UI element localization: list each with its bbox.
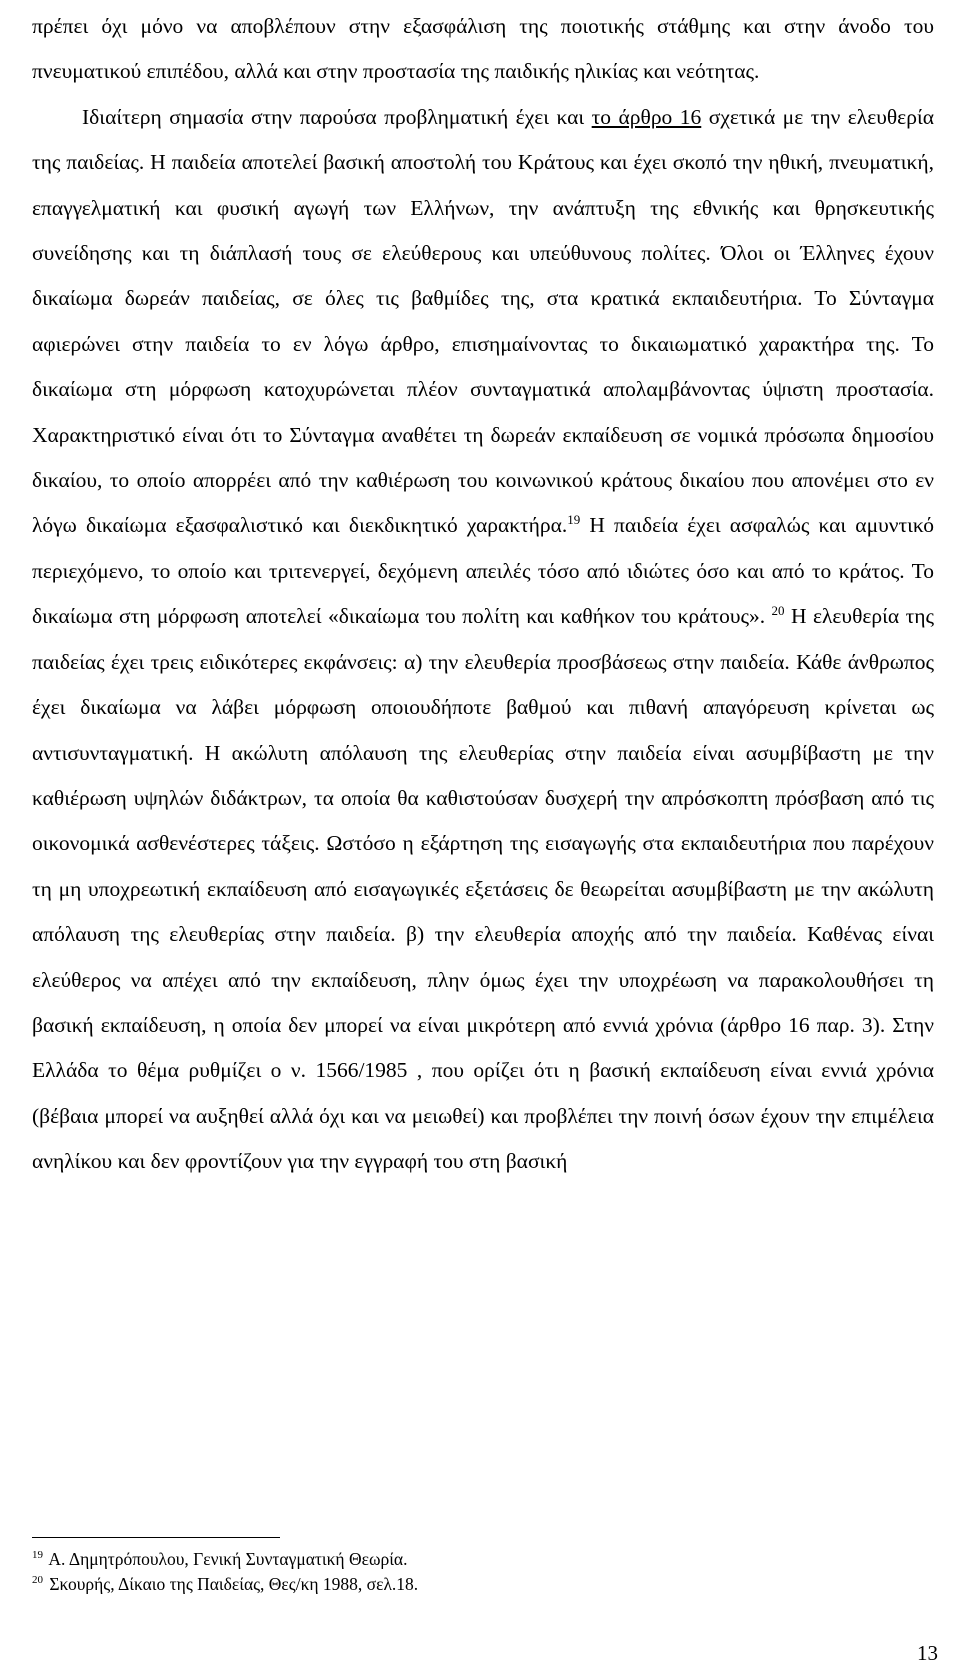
- document-page: [32, 0, 934, 1185]
- text-run: Η ελευθερία της παιδείας έχει τρεις ειδικότερες εκφάνσεις: α) την ελευθερία προσβάσεως στην παιδεία. Κάθε άνθρωπος έχει δικαίωμα να λάβει μόρφωση οποιουδήποτε βαθμού και πιθανή απαγόρευση κρίνεται ως αντισυνταγματική. Η ακώλυτη απόλαυση της ελευθερίας στην παιδεία είναι ασυμβίβαστη με την καθιέρωση υψηλών διδάκτρων, τα οποία θα καθιστούσαν δυσχερή την απρόσκοπτη πρόσβαση από τις οικονομικά ασθενέστερες τάξεις. Ωστόσο η εξάρτηση της εισαγωγής στα εκπαιδευτήρια που παρέχουν τη μη υποχρεωτική εκπαίδευση από εισαγωγικές εξετάσεις δε θεωρείται ασυμβίβαστη με την ακώλυτη απόλαυση της ελευθερίας στην παιδεία. β) την ελευθερία αποχής από την παιδεία. Καθένας είναι ελεύθερος να απέχει από την εκπαίδευση, πλην όμως έχει την υποχρέωση να παρακολουθήσει τη βασική εκπαίδευση, η οποία δεν μπορεί να είναι μικρότερη από εννιά χρόνια (άρθρο 16 παρ. 3). Στην Ελλάδα το θέμα ρυθμίζει ο ν. 1566/1985 , που ορίζει ότι η βασική εκπαίδευση είναι εννιά χρόνια (βέβαια μπορεί να αυξηθεί αλλά όχι και να μειωθεί) και προβλέπει την ποινή όσων έχουν την επιμέλεια ανηλίκου και δεν φροντίζουν για την εγγραφή του στη βασική: [32, 604, 935, 1174]
- footnote-20: [32, 1572, 912, 1597]
- footnote-19: [32, 1547, 912, 1572]
- footnote-text: Α. Δημητρόπουλου, Γενική Συνταγματική Θεωρία.: [45, 1549, 408, 1569]
- article-16-link[interactable]: το άρθρο 16: [591, 104, 702, 129]
- body-text: [32, 4, 934, 1185]
- page-number: 13: [917, 1641, 938, 1665]
- footnote-number: 19: [32, 1549, 43, 1562]
- footnote-number: 20: [32, 1574, 43, 1587]
- text-run: Ιδιαίτερη σημασία στην παρούσα προβληματική έχει και: [82, 104, 592, 129]
- text-run: σχετικά με την ελευθερία της παιδείας. Η παιδεία αποτελεί βασική αποστολή του Κράτους και έχει σκοπό την ηθική, πνευματική, επαγγελματική και φυσική αγωγή των Ελλήνων, την ανάπτυξη της εθνικής και θρησκευτικής συνείδησης και τη διάπλασή τους σε ελεύθερους και υπεύθυνους πολίτες. Όλοι οι Έλληνες έχουν δικαίωμα δωρεάν παιδείας, σε όλες τις βαθμίδες της, στα κρατικά εκπαιδευτήρια. Το Σύνταγμα αφιερώνει στην παιδεία το εν λόγω άρθρο, επισημαίνοντας το δικαιωματικό χαρακτήρα της. Το δικαίωμα στη μόρφωση κατοχυρώνεται πλέον συνταγματικά απολαμβάνοντας ύψιστη προστασία. Χαρακτηριστικό είναι ότι το Σύνταγμα αναθέτει τη δωρεάν εκπαίδευση σε νομικά πρόσωπα δημοσίου δικαίου, το οποίο απορρέει από την καθιέρωση του κοινωνικού κράτους δικαίου που απονέμει στο εν λόγω δικαίωμα εξασφαλιστικό και διεκδικητικό χαρακτήρα.: [32, 104, 934, 538]
- footnote-ref-19[interactable]: 19: [567, 512, 581, 528]
- paragraph-continuation: πρέπει όχι μόνο να αποβλέπουν στην εξασφάλιση της ποιοτικής στάθμης και στην άνοδο του πνευματικού επιπέδου, αλλά και στην προστασία της παιδικής ηλικίας και νεότητας.: [32, 14, 934, 84]
- footnote-text: Σκουρής, Δίκαιο της Παιδείας, Θες/κη 1988, σελ.18.: [45, 1574, 419, 1594]
- paragraph-article-16: [32, 95, 934, 1185]
- footnotes: [32, 1547, 912, 1597]
- text-run: Η παιδεία έχει ασφαλώς και αμυντικό περιεχόμενο, το οποίο και τριτενεργεί, δεχόμενη απειλές τόσο από ιδιώτες όσο και από το κράτος. Το δικαίωμα στη μόρφωση αποτελεί «δικαίωμα του πολίτη και καθήκον του κράτους».: [32, 513, 934, 629]
- footnote-separator: [32, 1537, 280, 1538]
- footnote-ref-20[interactable]: 20: [771, 603, 785, 619]
